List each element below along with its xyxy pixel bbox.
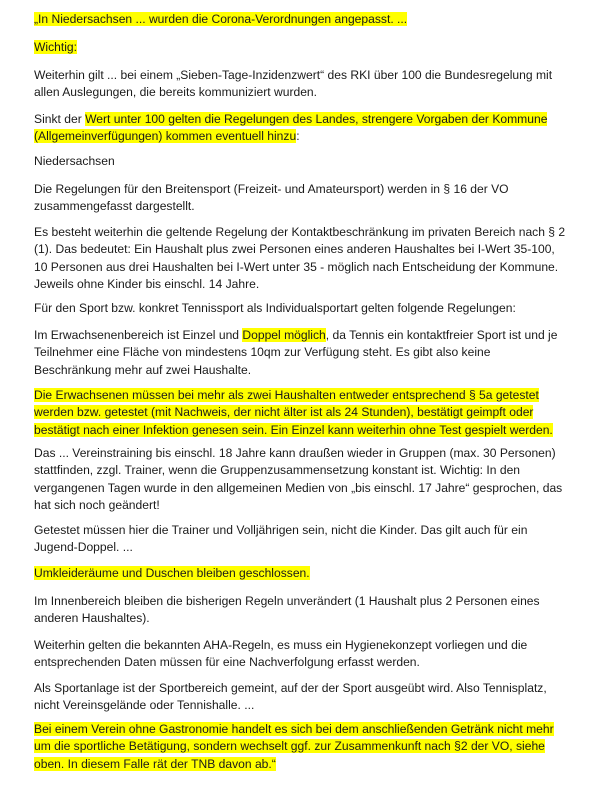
adult-play-paragraph — [34, 327, 566, 379]
adult-play-lead: Im Erwachsenenbereich ist Einzel und — [34, 328, 243, 342]
testing-paragraph — [34, 387, 566, 439]
important-label: Wichtig: — [34, 40, 78, 54]
tennis-rules-intro-paragraph: Für den Sport bzw. konkret Tennissport als Individualsportart gelten folgende Regelungen: — [34, 301, 516, 315]
doubles-highlight: Doppel möglich — [242, 328, 326, 342]
below-100-highlight: Wert unter 100 gelten die Regelungen des Landes, strengere Vorgaben der Kommune (Allgemeinverfügungen) kommen eventuell hinzu — [34, 112, 548, 144]
intro-paragraph — [34, 11, 566, 28]
below-100-lead: Sinkt der — [34, 112, 86, 126]
youth-training-paragraph: Das ... Vereinstraining bis einschl. 18 Jahre kann draußen wieder in Gruppen (max. 30 Personen) stattfinden, zzgl. Trainer, wenn die Gruppenzusammensetzung konstant ist. Wichtig: In den vergangenen Tagen wurde in den allgemeinen Medien von „bis einschl. 17 Jahre“ gesprochen, das hat sich noch geändert! — [34, 446, 563, 512]
locker-rooms-highlight: Umkleideräume und Duschen bleiben geschlossen. — [34, 566, 310, 580]
intro-highlight: „In Niedersachsen ... wurden die Corona-Verordnungen angepasst. ... — [34, 12, 408, 26]
contact-restriction-paragraph: Es besteht weiterhin die geltende Regelung der Kontaktbeschränkung im privaten Bereich nach § 2 (1). Das bedeutet: Ein Haushalt plus zwei Personen eines anderen Haushaltes bei I-Wert 35-100, 10 Personen aus drei Haushalten bei I-Wert unter 35 - möglich nach Entscheidung der Kommune. Jeweils ohne Kinder bis einschl. 14 Jahre. — [34, 225, 566, 291]
indoor-rules-paragraph: Im Innenbereich bleiben die bisherigen Regeln unverändert (1 Haushalt plus 2 Personen eines anderen Haushaltes). — [34, 594, 540, 626]
state-heading: Niedersachsen — [34, 154, 115, 168]
sports-facility-paragraph: Als Sportanlage ist der Sportbereich gemeint, auf der der Sport ausgeübt wird. Also Tennisplatz, nicht Vereinsgelände oder Tennishalle. ... — [34, 681, 547, 713]
important-label-paragraph — [34, 39, 566, 56]
youth-testing-paragraph: Getestet müssen hier die Trainer und Volljährigen sein, nicht die Kinder. Das gilt auch für ein Jugend-Doppel. ... — [34, 523, 528, 555]
incidence-rule-paragraph: Weiterhin gilt ... bei einem „Sieben-Tage-Inzidenzwert“ des RKI über 100 die Bundesregelung mit allen Auslegungen, die bereits kommuniziert wurden. — [34, 68, 553, 100]
below-100-tail: : — [296, 129, 300, 144]
testing-highlight: Die Erwachsenen müssen bei mehr als zwei Haushalten entweder entsprechend § 5a getestet werden bzw. getestet (mit Nachweis, der nicht älter ist als 24 Stunden), bestätigt geimpft oder bestätigt nach einer Infektion genesen sein. Ein Einzel kann weiterhin ohne Test gespielt werden. — [34, 388, 553, 437]
gastronomy-highlight: Bei einem Verein ohne Gastronomie handelt es sich bei dem anschließenden Getränk nicht mehr um die sportliche Betätigung, sondern wechselt ggf. zur Zusammenkunft nach §2 der VO, siehe oben. In diesem Falle rät der TNB davon ab.“ — [34, 722, 554, 771]
locker-rooms-paragraph — [34, 565, 566, 582]
adult-play-tail: , da Tennis ein kontaktfreier Sport ist und je Teilnehmer eine Fläche von mindestens 10qm zur Verfügung steht. Es gibt also keine Beschränkung mehr auf zwei Haushalte. — [34, 328, 558, 377]
aha-rules-paragraph: Weiterhin gelten die bekannten AHA-Regeln, es muss ein Hygienekonzept vorliegen und die entsprechenden Daten müssen für eine Nachverfolgung erfasst werden. — [34, 638, 528, 670]
breitensport-paragraph: Die Regelungen für den Breitensport (Freizeit- und Amateursport) werden in § 16 der VO zusammengefasst dargestellt. — [34, 182, 509, 214]
gastronomy-paragraph — [34, 721, 566, 773]
below-100-paragraph — [34, 111, 566, 146]
